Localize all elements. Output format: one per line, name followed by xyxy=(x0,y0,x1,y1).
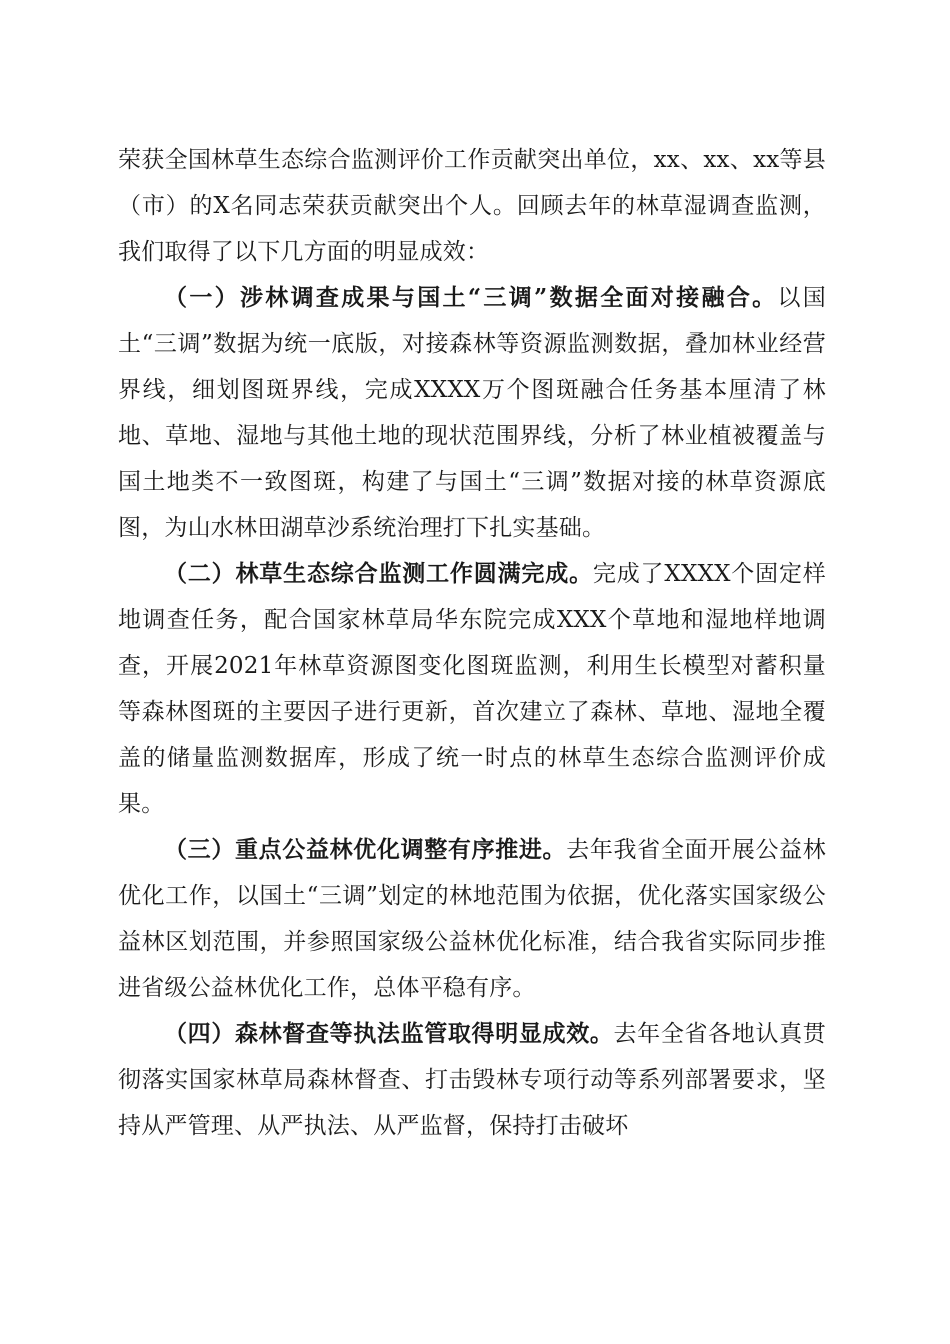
section-1-paragraph xyxy=(118,275,826,551)
section-1-heading: （一）涉林调查成果与国土“三调”数据全面对接融合。 xyxy=(164,284,778,311)
section-2-body: 完成了XXXX个固定样地调查任务，配合国家林草局华东院完成XXX个草地和湿地样地调查，开展2021年林草资源图变化图斑监测，利用生长模型对蓄积量等森林图斑的主要因子进行更新，首次建立了森林、草地、湿地全覆盖的储量监测数据库，形成了统一时点的林草生态综合监测评价成果。 xyxy=(118,561,826,817)
section-4-paragraph xyxy=(118,1011,826,1149)
section-3-paragraph xyxy=(118,827,826,1011)
section-3-heading: （三）重点公益林优化调整有序推进。 xyxy=(164,836,567,863)
section-1-body: 以国土“三调”数据为统一底版，对接森林等资源监测数据，叠加林业经营界线，细划图斑界线，完成XXXX万个图斑融合任务基本厘清了林地、草地、湿地与其他土地的现状范围界线，分析了林业植被覆盖与国土地类不一致图斑，构建了与国土“三调”数据对接的林草资源底图，为山水林田湖草沙系统治理打下扎实基础。 xyxy=(118,285,826,541)
section-4-heading: （四）森林督查等执法监管取得明显成效。 xyxy=(164,1020,614,1047)
document-body xyxy=(118,137,826,1149)
section-3-body: 去年我省全面开展公益林优化工作，以国土“三调”划定的林地范围为依据，优化落实国家级公益林区划范围，并参照国家级公益林优化标准，结合我省实际同步推进省级公益林优化工作，总体平稳有序。 xyxy=(118,837,826,1001)
section-2-paragraph xyxy=(118,551,826,827)
intro-paragraph xyxy=(118,137,826,275)
section-4-body: 去年全省各地认真贯彻落实国家林草局森林督查、打击毁林专项行动等系列部署要求，坚持从严管理、从严执法、从严监督，保持打击破坏 xyxy=(118,1021,826,1139)
section-2-heading: （二）林草生态综合监测工作圆满完成。 xyxy=(164,560,593,587)
intro-text: 荣获全国林草生态综合监测评价工作贡献突出单位，xx、xx、xx等县（市）的X名同志荣获贡献突出个人。回顾去年的林草湿调查监测，我们取得了以下几方面的明显成效： xyxy=(118,147,826,265)
